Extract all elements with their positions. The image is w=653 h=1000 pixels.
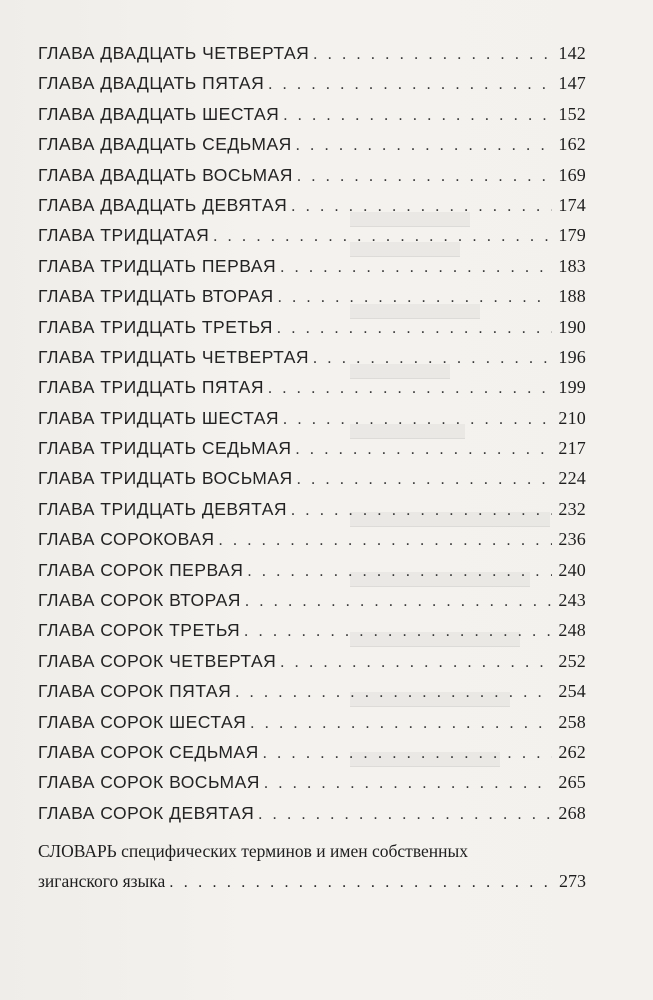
toc-entry-page: 217 — [558, 438, 586, 459]
toc-entry-page: 179 — [558, 225, 586, 246]
toc-entry-20[interactable] — [38, 615, 586, 645]
dot-leader — [283, 405, 552, 435]
toc-entry-page: 232 — [558, 498, 586, 519]
toc-entry-15[interactable] — [38, 463, 586, 493]
dot-leader — [264, 769, 552, 799]
toc-entry-2[interactable] — [38, 68, 586, 98]
dot-leader — [283, 101, 552, 131]
toc-entry-title: ГЛАВА ТРИДЦАТЬ ВТОРАЯ — [38, 286, 274, 307]
toc-entry-page: 196 — [558, 346, 586, 367]
toc-entry-13[interactable] — [38, 403, 586, 433]
toc-entry-page: 142 — [558, 43, 586, 63]
toc-entry-25[interactable] — [38, 767, 586, 797]
toc-entry-title: ГЛАВА ТРИДЦАТЬ ЧЕТВЕРТАЯ — [38, 346, 310, 367]
toc-entry-page: 190 — [558, 316, 586, 337]
toc-entry-title: ГЛАВА ТРИДЦАТЬ ТРЕТЬЯ — [38, 316, 273, 337]
toc-entry-title: ГЛАВА ДВАДЦАТЬ ЧЕТВЕРТАЯ — [38, 43, 310, 63]
toc-entry-page: 252 — [558, 650, 586, 671]
toc-entry-title: ГЛАВА СОРОК ШЕСТАЯ — [38, 711, 247, 732]
toc-entry-18[interactable] — [38, 555, 586, 585]
dot-leader — [263, 739, 552, 769]
toc-entry-title: ГЛАВА ТРИДЦАТАЯ — [38, 225, 210, 246]
toc-entry-title: ГЛАВА СОРОК СЕДЬМАЯ — [38, 741, 259, 762]
glossary-title-line1: СЛОВАРЬ специфических терминов и имен собственных — [38, 841, 468, 861]
dot-leader — [235, 678, 552, 708]
toc-entry-title: ГЛАВА ДВАДЦАТЬ СЕДЬМАЯ — [38, 134, 292, 155]
toc-entry-title: ГЛАВА СОРОК ДЕВЯТАЯ — [38, 802, 255, 823]
toc-entry-4[interactable] — [38, 129, 586, 159]
toc-entry-8[interactable] — [38, 251, 586, 281]
toc-entry-page: 268 — [558, 802, 586, 823]
glossary-page: 273 — [559, 871, 586, 891]
toc-entry-14[interactable] — [38, 433, 586, 463]
dot-leader — [297, 465, 552, 495]
dot-leader — [268, 70, 552, 100]
dot-leader — [296, 131, 552, 161]
dot-leader — [213, 222, 552, 252]
toc-entry-page: 199 — [558, 377, 586, 398]
toc-entry-17[interactable] — [38, 524, 586, 554]
toc-entry-title: ГЛАВА СОРОК ПЯТАЯ — [38, 681, 232, 702]
toc-entry-page: 248 — [558, 620, 586, 641]
toc-entry-page: 169 — [558, 164, 586, 185]
toc-entry-page: 224 — [558, 468, 586, 489]
toc-entry-title: ГЛАВА СОРОКОВАЯ — [38, 529, 215, 550]
toc-entry-10[interactable] — [38, 312, 586, 342]
dot-leader — [313, 40, 552, 70]
dot-leader — [245, 587, 552, 617]
toc-entry-page: 262 — [558, 741, 586, 762]
toc-entry-page: 152 — [558, 103, 586, 124]
toc-entry-page: 147 — [558, 73, 586, 94]
toc-entry-title: ГЛАВА СОРОК ПЕРВАЯ — [38, 559, 244, 580]
toc-entry-title: ГЛАВА СОРОК ЧЕТВЕРТАЯ — [38, 650, 277, 671]
dot-leader — [278, 283, 552, 313]
toc-entry-page: 210 — [558, 407, 586, 428]
toc-entry-12[interactable] — [38, 372, 586, 402]
dot-leader — [258, 800, 552, 830]
dot-leader — [247, 557, 552, 587]
dot-leader — [277, 314, 552, 344]
toc-entry-page: 174 — [558, 194, 586, 215]
table-of-contents — [38, 38, 586, 828]
dot-leader — [250, 709, 552, 739]
dot-leader — [244, 617, 552, 647]
toc-entry-6[interactable] — [38, 190, 586, 220]
toc-entry-23[interactable] — [38, 707, 586, 737]
toc-entry-16[interactable] — [38, 494, 586, 524]
toc-entry-title: ГЛАВА ТРИДЦАТЬ ПЯТАЯ — [38, 377, 264, 398]
dot-leader — [313, 344, 552, 374]
toc-entry-title: ГЛАВА СОРОК ВТОРАЯ — [38, 590, 241, 611]
glossary-entry[interactable] — [38, 836, 586, 898]
dot-leader — [296, 435, 552, 465]
toc-entry-page: 265 — [558, 772, 586, 793]
toc-entry-21[interactable] — [38, 646, 586, 676]
dot-leader — [219, 526, 552, 556]
toc-entry-page: 236 — [558, 529, 586, 550]
toc-entry-title: ГЛАВА ТРИДЦАТЬ ШЕСТАЯ — [38, 407, 280, 428]
toc-entry-19[interactable] — [38, 585, 586, 615]
toc-entry-title: ГЛАВА ДВАДЦАТЬ ПЯТАЯ — [38, 73, 265, 94]
dot-leader — [268, 374, 552, 404]
toc-entry-page: 258 — [558, 711, 586, 732]
toc-entry-page: 240 — [558, 559, 586, 580]
dot-leader — [291, 192, 552, 222]
dot-leader — [280, 648, 552, 678]
toc-entry-title: ГЛАВА ДВАДЦАТЬ ДЕВЯТАЯ — [38, 194, 288, 215]
dot-leader — [297, 162, 552, 192]
glossary-title-line2-row — [38, 866, 586, 898]
toc-entry-7[interactable] — [38, 220, 586, 250]
toc-entry-page: 243 — [558, 590, 586, 611]
toc-entry-page: 188 — [558, 286, 586, 307]
glossary-title-line2: зиганского языка — [38, 871, 166, 891]
toc-entry-page: 162 — [558, 134, 586, 155]
toc-entry-title: ГЛАВА ТРИДЦАТЬ ДЕВЯТАЯ — [38, 498, 288, 519]
toc-entry-title: ГЛАВА СОРОК ВОСЬМАЯ — [38, 772, 260, 793]
toc-entry-26[interactable] — [38, 798, 586, 828]
dot-leader — [169, 868, 552, 898]
toc-entry-3[interactable] — [38, 99, 586, 129]
toc-entry-22[interactable] — [38, 676, 586, 706]
dot-leader — [291, 496, 552, 526]
toc-entry-title: ГЛАВА СОРОК ТРЕТЬЯ — [38, 620, 241, 641]
toc-entry-11[interactable] — [38, 342, 586, 372]
dot-leader — [280, 253, 552, 283]
toc-entry-title: ГЛАВА ДВАДЦАТЬ ВОСЬМАЯ — [38, 164, 293, 185]
toc-entry-24[interactable] — [38, 737, 586, 767]
toc-entry-title: ГЛАВА ДВАДЦАТЬ ШЕСТАЯ — [38, 103, 280, 124]
toc-entry-5[interactable] — [38, 160, 586, 190]
toc-entry-page: 254 — [558, 681, 586, 702]
toc-entry-1[interactable] — [38, 38, 586, 68]
toc-entry-page: 183 — [558, 255, 586, 276]
toc-entry-title: ГЛАВА ТРИДЦАТЬ СЕДЬМАЯ — [38, 438, 292, 459]
toc-entry-9[interactable] — [38, 281, 586, 311]
toc-entry-title: ГЛАВА ТРИДЦАТЬ ПЕРВАЯ — [38, 255, 277, 276]
toc-entry-title: ГЛАВА ТРИДЦАТЬ ВОСЬМАЯ — [38, 468, 293, 489]
